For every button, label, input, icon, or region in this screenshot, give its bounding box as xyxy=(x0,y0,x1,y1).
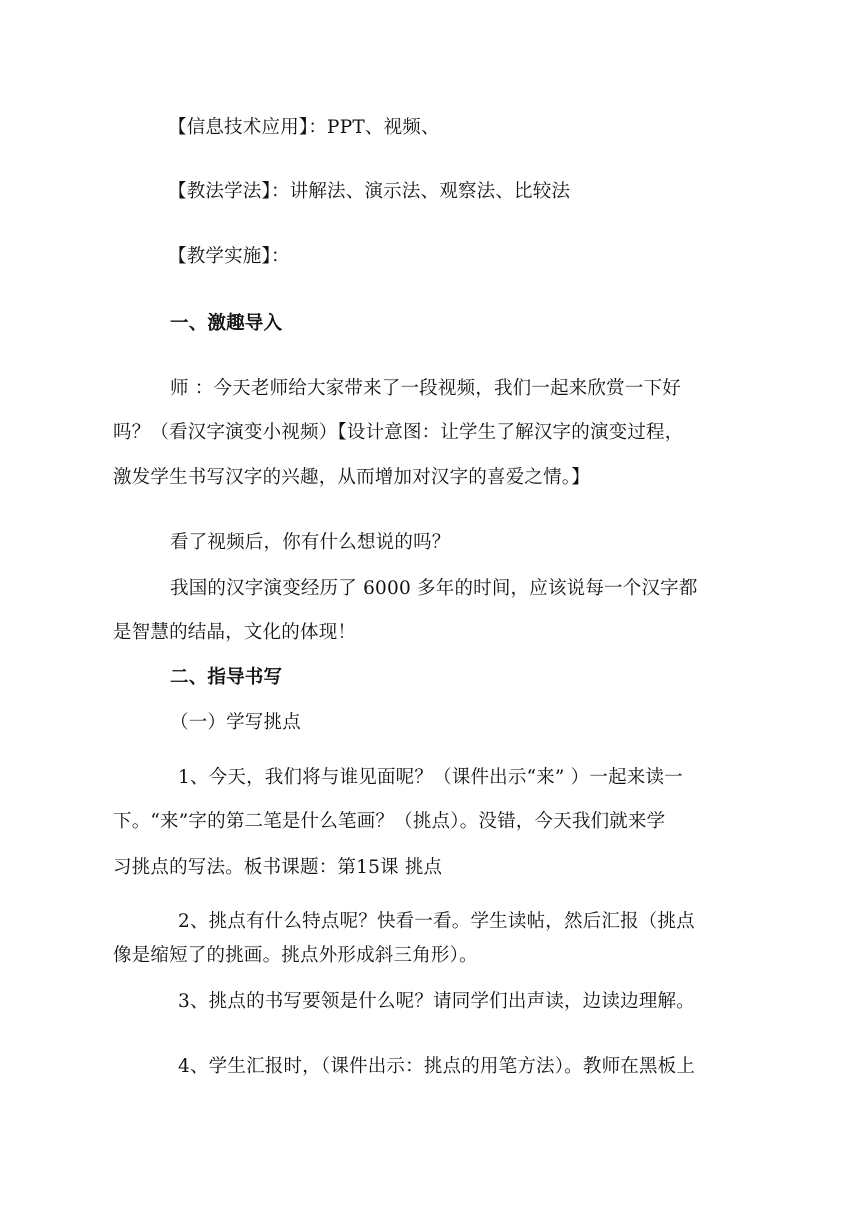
paragraph-line: 我国的汉字演变经历了 6000 多年的时间，应该说每一个汉字都 xyxy=(170,578,698,599)
paragraph-line: 是智慧的结晶，文化的体现！ xyxy=(113,622,357,643)
section-1-title: 一、激趣导入 xyxy=(170,313,283,334)
paragraph-line: 下。“来”字的第二笔是什么笔画？（挑点）。没错，今天我们就来学 xyxy=(113,811,666,832)
teaching-implementation-heading: 【教学实施】： xyxy=(168,246,290,267)
teaching-methods-heading: 【教法学法】：讲解法、演示法、观察法、比较法 xyxy=(168,181,571,202)
paragraph-line: 像是缩短了的挑画。挑点外形成斜三角形）。 xyxy=(113,945,478,966)
paragraph-line: 习挑点的写法。板书课题：第15课 挑点 xyxy=(113,857,443,878)
paragraph-line: 2、挑点有什么特点呢？快看一看。学生读帖，然后汇报（挑点 xyxy=(178,911,695,932)
paragraph-line: 3、挑点的书写要领是什么呢？请同学们出声读，边读边理解。 xyxy=(178,991,695,1012)
info-tech-heading: 【信息技术应用】：PPT、视频、 xyxy=(168,117,440,138)
paragraph-line: 1、今天，我们将与谁见面呢？（课件出示“来” ）一起来读一 xyxy=(178,767,683,788)
subsection-title: （一）学写挑点 xyxy=(170,712,301,733)
paragraph-line: 激发学生书写汉字的兴趣，从而增加对汉字的喜爱之情。】 xyxy=(113,467,590,488)
paragraph-line: 4、学生汇报时，（课件出示：挑点的用笔方法）。教师在黑板上 xyxy=(178,1056,696,1077)
paragraph-line: 吗？（看汉字演变小视频）【设计意图：让学生了解汉字的演变过程， xyxy=(113,422,684,443)
paragraph-line: 师 ：今天老师给大家带来了一段视频，我们一起来欣赏一下好 xyxy=(170,378,681,399)
section-2-title: 二、指导书写 xyxy=(170,667,283,688)
paragraph-line: 看了视频后，你有什么想说的吗？ xyxy=(170,532,451,553)
